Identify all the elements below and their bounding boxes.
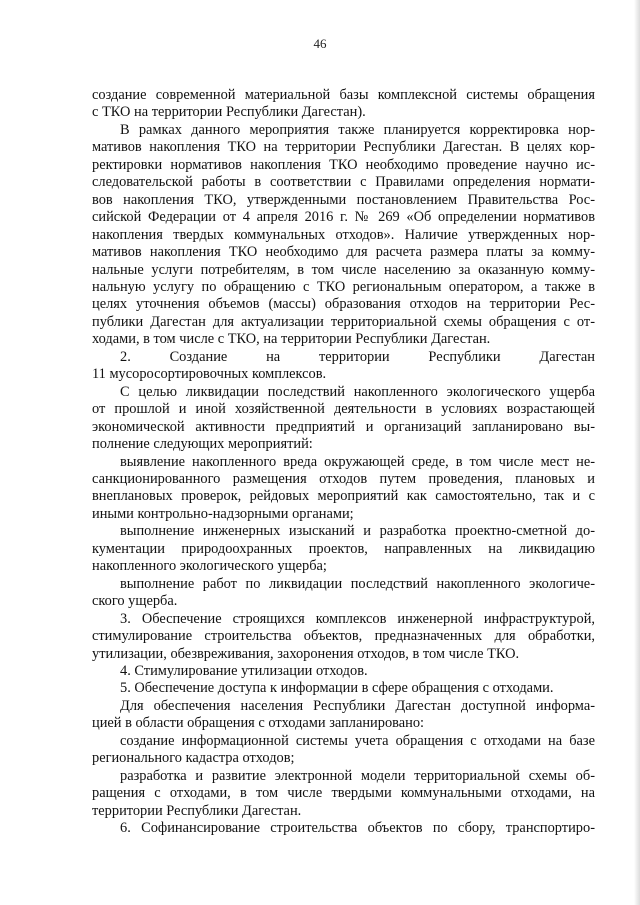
text-line: 5. Обеспечение доступа к информации в сфере обращения с отходами. <box>120 680 554 697</box>
text-line: С целью ликвидации последствий накопленного экологического ущерба <box>120 383 595 400</box>
text-line: 6. Софинансирование строительства объектов по сбору, транспортиро- <box>120 820 595 837</box>
text-line: стимулирование строительства объектов, предназначенных для обработки, <box>92 628 595 645</box>
scan-edge-shadow <box>634 0 640 905</box>
text-line: В рамках данного мероприятия также планируется корректировка нор- <box>120 121 595 138</box>
text-line: выполнение инженерных изысканий и разработка проектно-сметной до- <box>120 523 595 540</box>
text-line: 11 мусоросортировочных комплексов. <box>92 366 327 383</box>
text-line: мативов накопления ТКО необходимо для расчета размера платы за комму- <box>92 244 595 261</box>
text-word: Создание <box>169 348 228 365</box>
text-line: 4. Стимулирование утилизации отходов. <box>120 662 368 679</box>
text-line: ходами, в том числе с ТКО, на территории Республики Дагестан. <box>92 331 491 348</box>
text-line: создание информационной системы учета обращения с отходами на базе <box>120 732 595 749</box>
text-line: выполнение работ по ликвидации последствий накопленного экологиче- <box>120 575 595 592</box>
text-line: вов накопления ТКО, утвержденными постановлением Правительства Рос- <box>92 191 595 208</box>
text-line: ского ущерба. <box>92 593 178 610</box>
text-line: следовательской работы в соответствии с Правилами определения нормати- <box>92 174 595 191</box>
text-line: с ТКО на территории Республики Дагестан). <box>92 104 366 121</box>
text-line: экономической активности предприятий и организаций запланировано вы- <box>92 418 595 435</box>
text-line: территории Республики Дагестан. <box>92 802 302 819</box>
text-line: от прошлой и иной хозяйственной деятельности в условиях возрастающей <box>92 401 595 418</box>
text-line: нальную услугу по обращению с ТКО региональным оператором, а также в <box>92 278 595 295</box>
text-line: санкционированного размещения отходов путем проведения, плановых и <box>92 470 595 487</box>
text-line: выявление накопленного вреда окружающей среде, в том числе мест не- <box>120 453 595 470</box>
text-line: иными контрольно-надзорными органами; <box>92 505 354 522</box>
text-line: накопления твердых коммунальных отходов». Наличие утвержденных нор- <box>92 226 595 243</box>
text-line: Для обеспечения населения Республики Дагестан доступной информа- <box>120 697 595 714</box>
text-line: цией в области обращения с отходами запланировано: <box>92 715 425 732</box>
text-word: на <box>266 348 281 365</box>
text-line: внеплановых проверок, рейдовых мероприятий как самостоятельно, так и с <box>92 488 595 505</box>
text-line <box>92 349 595 366</box>
text-line: кументации природоохранных проектов, направленных на ликвидацию <box>92 540 595 557</box>
text-line: мативов накопления ТКО на территории Республики Дагестан. В целях кор- <box>92 139 595 156</box>
text-line: утилизации, обезвреживания, захоронения отходов, в том числе ТКО. <box>92 645 520 662</box>
text-line: регионального кадастра отходов; <box>92 750 295 767</box>
text-line: 3. Обеспечение строящихся комплексов инженерной инфраструктурой, <box>120 610 595 627</box>
text-line: ректировки нормативов накопления ТКО необходимо проведение научно ис- <box>92 156 595 173</box>
text-word: территории <box>318 348 390 365</box>
text-line: целях уточнения объемов (массы) образования отходов на территории Рес- <box>92 296 595 313</box>
text-line: полнение следующих мероприятий: <box>92 436 313 453</box>
text-line: создание современной материальной базы комплексной системы обращения <box>92 87 595 103</box>
text-line: нальные услуги потребителям, в том числе населению за оказанную комму- <box>92 261 595 278</box>
page-number: 46 <box>313 36 327 51</box>
document-body <box>92 87 595 837</box>
text-line: разработка и развитие электронной модели территориальной схемы об- <box>120 767 595 784</box>
text-line: ращения с отходами, в том числе твердыми коммунальными отходами, на <box>92 785 595 802</box>
text-line: публики Дагестан для актуализации территориальной схемы обращения с от- <box>92 313 595 330</box>
text-line: сийской Федерации от 4 апреля 2016 г. № 269 «Об определении нормативов <box>92 209 595 226</box>
text-word: 2. <box>120 348 131 365</box>
text-word: Республики <box>428 348 501 365</box>
text-line: накопленного экологического ущерба; <box>92 558 327 575</box>
text-word: Дагестан <box>539 348 595 365</box>
